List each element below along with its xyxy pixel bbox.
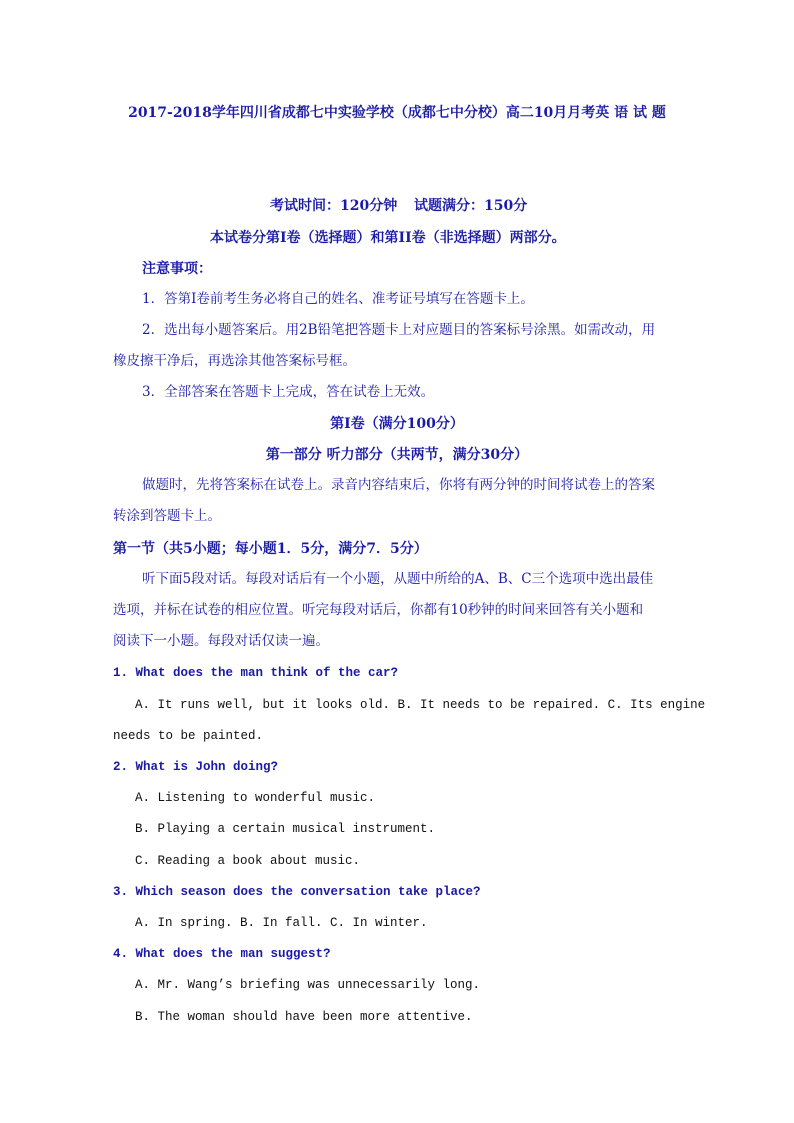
section1-title: 第一节（共5小题；每小题1．5分，满分7．5分） [113,541,428,557]
exam-time: 考试时间：120分钟 [270,198,398,214]
question-3-options: A. In spring. B. In fall. C. In winter. [135,916,428,930]
question-2-stem: 2. What is John doing? [113,760,279,774]
question-1-options-line2: needs to be painted. [113,729,264,743]
notes-heading: 注意事项： [142,261,212,277]
section1-instr-line3: 阅读下一小题。每段对话仅读一遍。 [113,633,329,649]
note-item-3: 3．全部答案在答题卡上完成，答在试卷上无效。 [142,384,435,400]
note-item-1: 1．答第I卷前考生务必将自己的姓名、准考证号填写在答题卡上。 [142,291,534,307]
question-4-stem: 4. What does the man suggest? [113,947,331,961]
question-2-option-a: A. Listening to wonderful music. [135,791,376,805]
question-4-option-b: B. The woman should have been more attentive. [135,1010,473,1024]
exam-structure: 本试卷分第I卷（选择题）和第II卷（非选择题）两部分。 [210,230,566,246]
question-1-options-line1: A. It runs well, but it looks old. B. It needs to be repaired. C. Its engine [135,698,706,712]
section1-instr-line2: 选项，并标在试卷的相应位置。听完每段对话后，你都有10秒钟的时间来回答有关小题和 [113,602,644,618]
part1-intro-line1: 做题时，先将答案标在试卷上。录音内容结束后，你将有两分钟的时间将试卷上的答案 [142,477,655,493]
note-item-2-line2: 橡皮擦干净后，再选涂其他答案标号框。 [113,353,356,369]
page-title: 2017-2018学年四川省成都七中实验学校（成都七中分校）高二10月月考英 语 试 题 [128,105,666,121]
question-4-option-a: A. Mr. Wang’s briefing was unnecessarily long. [135,978,481,992]
question-1-stem: 1. What does the man think of the car? [113,666,399,680]
question-2-option-b: B. Playing a certain musical instrument. [135,822,436,836]
exam-full-score: 试题满分：150分 [414,198,528,214]
section1-instr-line1: 听下面5段对话。每段对话后有一个小题，从题中所给的A、B、C三个选项中选出最佳 [142,571,654,587]
question-3-stem: 3. Which season does the conversation take place? [113,885,481,899]
part1-title: 第一部分 听力部分（共两节，满分30分） [265,447,529,463]
question-2-option-c: C. Reading a book about music. [135,854,361,868]
volume1-title: 第I卷（满分100分） [330,416,464,432]
part1-intro-line2: 转涂到答题卡上。 [113,508,221,524]
note-item-2-line1: 2．选出每小题答案后。用2B铅笔把答题卡上对应题目的答案标号涂黑。如需改动，用 [142,322,656,338]
